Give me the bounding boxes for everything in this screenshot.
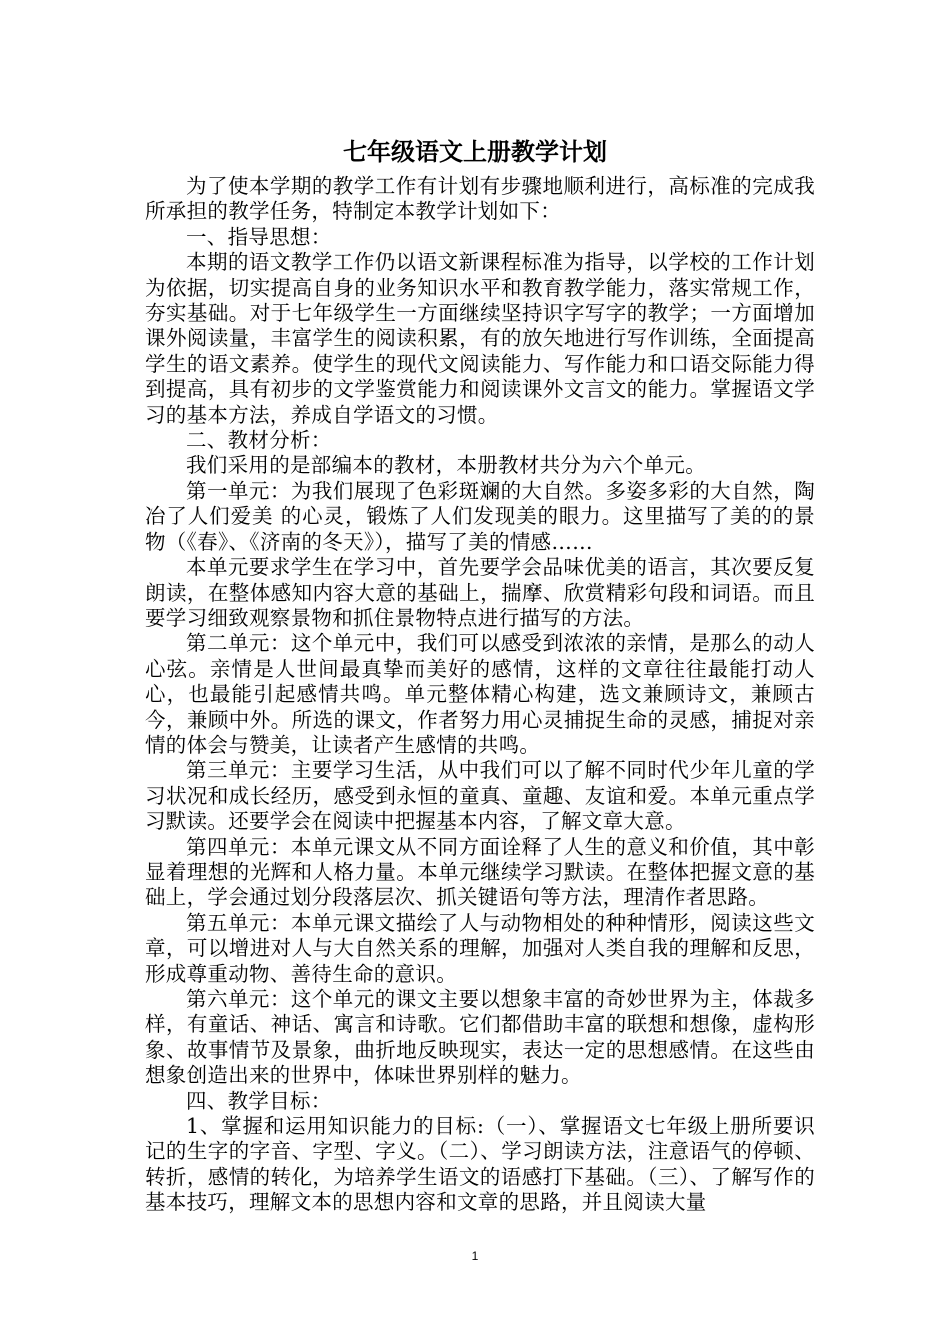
guiding-thought-paragraph: 本期的语文教学工作仍以语文新课程标准为指导，以学校的工作计划为依据，切实提高自身的业务知识水平和教育教学能力，落实常规工作，夯实基础。对于七年级学生一方面继续坚持识字写字的教学；一方面增加课外阅读量，丰富学生的阅读积累，有的放矢地进行写作训练，全面提高学生的语文素养。使学生的现代文阅读能力、写作能力和口语交际能力得到提高，具有初步的文学鉴赏能力和阅读课外文言文的能力。掌握语文学习的基本方法，养成自学语文的习惯。 bbox=[145, 250, 815, 427]
unit-one-paragraph: 第一单元：为我们展现了色彩斑斓的大自然。多姿多彩的大自然，陶冶了人们爱美 的心灵，锻炼了人们发现美的眼力。这里描写了美的的景物（《春》、《济南的冬天》），描写了美的情感…… bbox=[145, 478, 815, 554]
unit-six-paragraph: 第六单元：这个单元的课文主要以想象丰富的奇妙世界为主，体裁多样，有童话、神话、寓言和诗歌。它们都借助丰富的联想和想像，虚构形象、故事情节及景象，曲折地反映现实，表达一定的思想感情。在这些由想象创造出来的世界中，体味世界别样的魅力。 bbox=[145, 987, 815, 1088]
document-title: 七年级语文上册教学计划 bbox=[343, 137, 607, 166]
unit-four-paragraph: 第四单元：本单元课文从不同方面诠释了人生的意义和价值，其中彰显着理想的光辉和人格力量。本单元继续学习默读。在整体把握文意的基础上，学会通过划分段落层次、抓关键语句等方法，理清作者思路。 bbox=[145, 834, 815, 910]
teaching-goal-one-paragraph: 1、掌握和运用知识能力的目标:（一）、掌握语文七年级上册所要识记的生字的字音、字型、字义。（二）、学习朗读方法，注意语气的停顿、转折，感情的转化，为培养学生语文的语感打下基础。（三）、了解写作的基本技巧，理解文本的思想内容和文章的思路，并且阅读大量 bbox=[145, 1114, 815, 1215]
section-heading-textbook-analysis: 二、教材分析： bbox=[186, 428, 332, 453]
section-heading-guiding-thought: 一、指导思想： bbox=[186, 224, 332, 249]
textbook-overview-paragraph: 我们采用的是部编本的教材，本册教材共分为六个单元。 bbox=[186, 453, 706, 478]
page-number: 1 bbox=[471, 1249, 479, 1263]
unit-one-requirements-paragraph: 本单元要求学生在学习中，首先要学会品味优美的语言，其次要反复朗读，在整体感知内容大意的基础上，揣摩、欣赏精彩句段和词语。而且要学习细致观察景物和抓住景物特点进行描写的方法。 bbox=[145, 555, 815, 630]
unit-three-paragraph: 第三单元：主要学习生活，从中我们可以了解不同时代少年儿童的学习状况和成长经历，感受到永恒的童真、童趣、友谊和爱。本单元重点学习默读。还要学会在阅读中把握基本内容，了解文章大意。 bbox=[145, 758, 815, 834]
unit-two-paragraph: 第二单元：这个单元中，我们可以感受到浓浓的亲情，是那么的动人心弦。亲情是人世间最真挚而美好的感情，这样的文章往往最能打动人心，也最能引起感情共鸣。单元整体精心构建，选文兼顾诗文，兼顾古今，兼顾中外。所选的课文，作者努力用心灵捕捉生命的灵感，捕捉对亲情的体会与赞美，让读者产生感情的共鸣。 bbox=[145, 631, 815, 757]
intro-paragraph: 为了使本学期的教学工作有计划有步骤地顺利进行，高标准的完成我所承担的教学任务，特制定本教学计划如下： bbox=[145, 174, 815, 224]
section-heading-teaching-goals: 四、教学目标： bbox=[186, 1088, 332, 1113]
unit-five-paragraph: 第五单元：本单元课文描绘了人与动物相处的种种情形，阅读这些文章，可以增进对人与大自然关系的理解，加强对人类自我的理解和反思，形成尊重动物、善待生命的意识。 bbox=[145, 910, 815, 986]
document-body bbox=[145, 174, 815, 1216]
